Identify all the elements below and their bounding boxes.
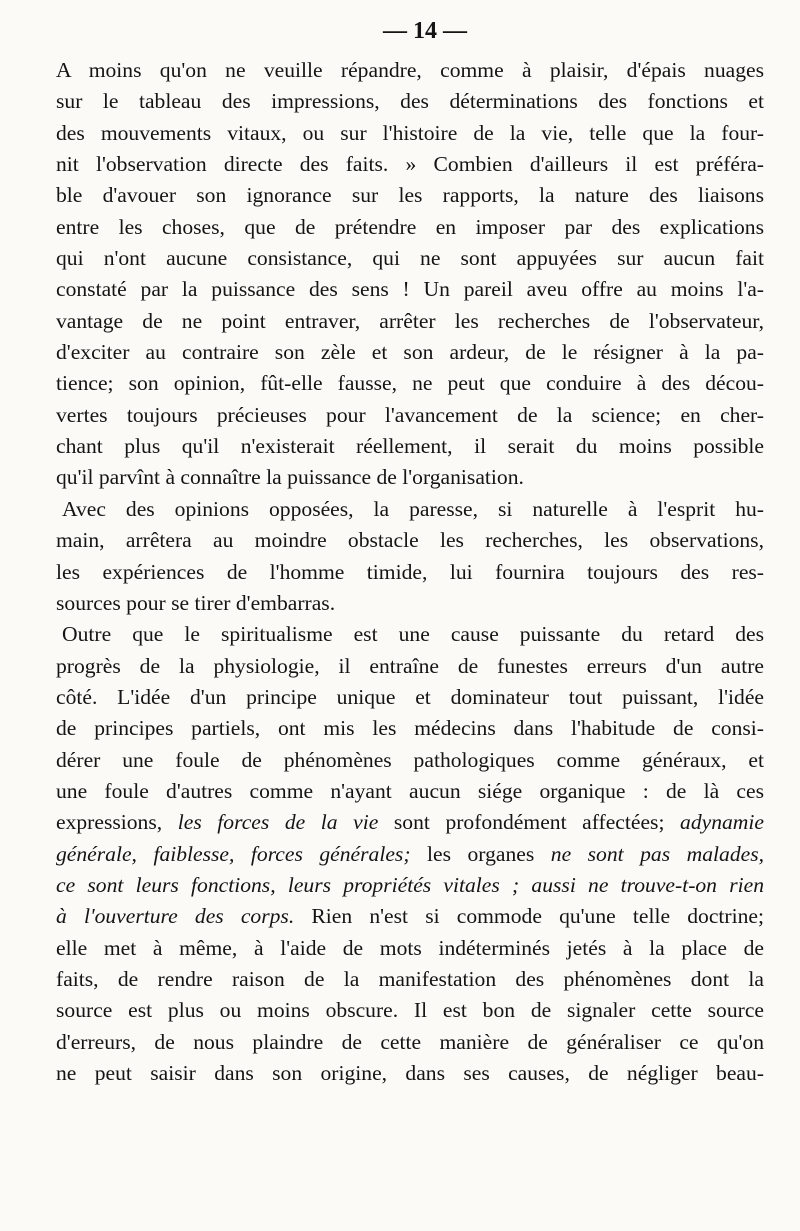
text-line: ne peut saisir dans son origine, dans ses causes, de négliger beau- [56,1061,764,1085]
text-line: faits, de rendre raison de la manifestation des phénomènes dont la [56,966,764,991]
text-line: main, arrêtera au moindre obstacle les recherches, les observations, [56,528,764,553]
text-line: à l'ouverture des corps. Rien n'est si commode qu'une telle doctrine; [56,904,764,929]
text-line: les expériences de l'homme timide, lui fournira toujours des res- [56,559,764,584]
text-line: côté. L'idée d'un principe unique et dominateur tout puissant, l'idée [56,684,764,709]
text-line: de principes partiels, ont mis les médecins dans l'habitude de consi- [56,716,764,741]
text-line: vantage de ne point entraver, arrêter les recherches de l'observateur, [56,308,764,333]
text-line: nit l'observation directe des faits. » Combien d'ailleurs il est préféra- [56,152,764,177]
text-line: qui n'ont aucune consistance, qui ne sont appuyées sur aucun fait [56,246,764,271]
text-line: ce sont leurs fonctions, leurs propriétés vitales ; aussi ne trouve-t-on rien [56,872,764,897]
text-line: générale, faiblesse, forces générales; les organes ne sont pas malades, [56,841,764,866]
text-line: des mouvements vitaux, ou sur l'histoire de la vie, telle que la four- [56,120,764,145]
page-number: — 14 — [383,18,467,44]
text-line: expressions, les forces de la vie sont profondément affectées; adynamie [56,810,764,835]
text-line: qu'il parvînt à connaître la puissance de l'organisation. [56,465,524,490]
text-line: source est plus ou moins obscure. Il est bon de signaler cette source [56,998,764,1023]
text-line: d'exciter au contraire son zèle et son ardeur, de le résigner à la pa- [56,340,764,365]
paragraph-1 [56,55,764,494]
paragraph-3 [56,619,764,1089]
text-line: entre les choses, que de prétendre en imposer par des explications [56,214,764,239]
text-line: elle met à même, à l'aide de mots indéterminés jetés à la place de [56,935,764,960]
text-line: sources pour se tirer d'embarras. [56,590,336,615]
text-line: Avec des opinions opposées, la paresse, si naturelle à l'esprit hu- [62,496,764,521]
text-line: A moins qu'on ne veuille répandre, comme à plaisir, d'épais nuages [56,58,764,82]
text-line: ble d'avouer son ignorance sur les rapports, la nature des liaisons [56,183,764,208]
text-line: progrès de la physiologie, il entraîne de funestes erreurs d'un autre [56,653,764,678]
text-line: d'erreurs, de nous plaindre de cette manière de généraliser ce qu'on [56,1029,764,1054]
text-line: constaté par la puissance des sens ! Un pareil aveu offre au moins l'a- [56,277,764,302]
text-line: vertes toujours précieuses pour l'avancement de la science; en cher- [56,402,764,427]
text-line: dérer une foule de phénomènes pathologiques comme généraux, et [56,747,764,772]
text-line: sur le tableau des impressions, des déterminations des fonctions et [56,89,764,114]
text-line: une foule d'autres comme n'ayant aucun siége organique : de là ces [56,778,764,803]
text-line: chant plus qu'il n'existerait réellement, il serait du moins possible [56,434,764,459]
text-line: tience; son opinion, fût-elle fausse, ne peut que conduire à des décou- [56,371,764,396]
text-line: Outre que le spiritualisme est une cause puissante du retard des [62,622,764,647]
paragraph-2 [56,494,764,619]
